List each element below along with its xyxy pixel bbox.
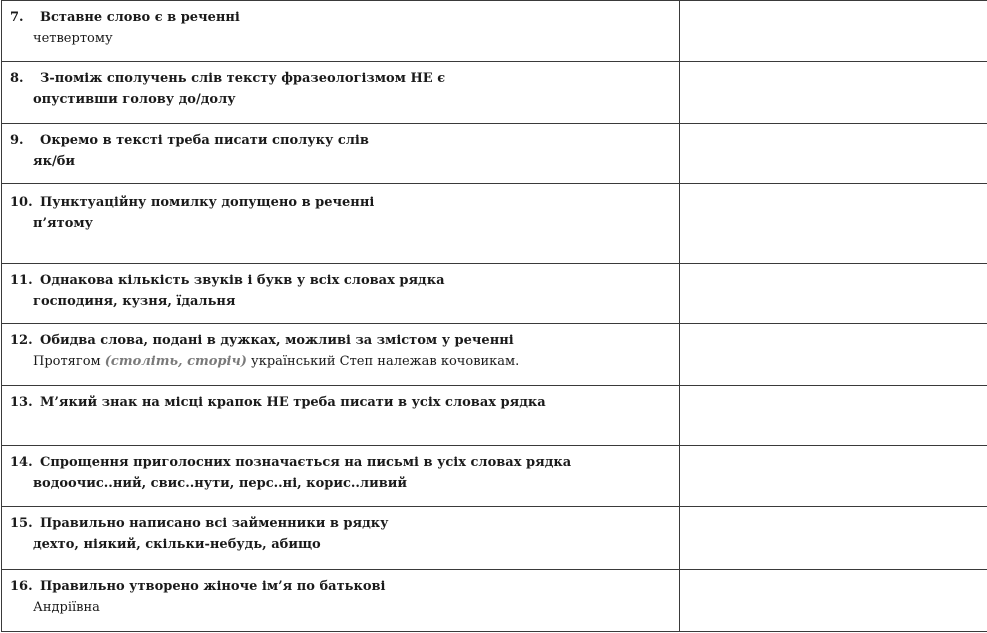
question-detail: Андріївна [33, 600, 100, 615]
question-detail: господиня, кузня, їдальня [33, 294, 236, 309]
question-cell [2, 386, 680, 446]
question-cell [2, 124, 680, 184]
answer-cell[interactable] [680, 124, 987, 184]
table-row [2, 1, 987, 62]
question-number: 16. [10, 579, 33, 594]
question-cell [2, 324, 680, 386]
table-row [2, 507, 987, 570]
question-text: Пунктуаційну помилку допущено в реченні [40, 195, 375, 210]
question-detail-post: український Степ належав кочовикам. [246, 354, 520, 369]
question-number: 11. [10, 273, 33, 288]
question-detail: опустивши голову до/долу [33, 92, 236, 107]
table-row [2, 570, 987, 632]
question-text: Однакова кількість звуків і букв у всіх словах рядка [40, 273, 445, 288]
question-text: Обидва слова, подані в дужках, можливі за змістом у реченні [40, 333, 514, 348]
answer-cell[interactable] [680, 62, 987, 124]
question-text: Спрощення приголосних позначається на письмі в усіх словах рядка [40, 455, 572, 470]
answer-cell[interactable] [680, 184, 987, 264]
task-table [1, 0, 987, 632]
table-row [2, 124, 987, 184]
table-row [2, 62, 987, 124]
question-text: Правильно написано всі займенники в рядку [40, 516, 389, 531]
question-detail: четвертому [33, 31, 113, 46]
question-cell [2, 62, 680, 124]
question-cell [2, 1, 680, 62]
question-cell [2, 570, 680, 632]
question-number: 14. [10, 455, 33, 470]
table-row [2, 264, 987, 324]
answer-cell[interactable] [680, 324, 987, 386]
question-cell [2, 446, 680, 507]
question-text: М’який знак на місці крапок НЕ треба писати в усіх словах рядка [40, 395, 546, 410]
table-row [2, 324, 987, 386]
answer-cell[interactable] [680, 507, 987, 570]
question-detail: водоочис..ний, свис..нути, перс..ні, корис..ливий [33, 476, 408, 491]
question-detail: як/би [33, 154, 76, 169]
question-number: 9. [10, 133, 24, 148]
question-text: Вставне слово є в реченні [40, 10, 240, 25]
question-cell [2, 507, 680, 570]
answer-cell[interactable] [680, 264, 987, 324]
question-number: 13. [10, 395, 33, 410]
question-text: Правильно утворено жіноче ім’я по батькові [40, 579, 386, 594]
question-text: Окремо в тексті треба писати сполуку слів [40, 133, 369, 148]
table-row [2, 446, 987, 507]
question-number: 8. [10, 71, 24, 86]
question-number: 7. [10, 10, 24, 25]
question-detail-italic: (століть, сторіч) [104, 354, 247, 369]
question-number: 12. [10, 333, 33, 348]
question-cell [2, 184, 680, 264]
question-detail: п’ятому [33, 216, 93, 231]
answer-cell[interactable] [680, 446, 987, 507]
table-row [2, 184, 987, 264]
question-detail: дехто, ніякий, скільки-небудь, абищо [33, 537, 321, 552]
answer-cell[interactable] [680, 570, 987, 632]
answer-cell[interactable] [680, 1, 987, 62]
question-number: 10. [10, 195, 33, 210]
answer-cell[interactable] [680, 386, 987, 446]
question-cell [2, 264, 680, 324]
question-text: З-поміж сполучень слів тексту фразеологізмом НЕ є [40, 71, 446, 86]
table-row [2, 386, 987, 446]
question-detail-pre: Протягом [33, 354, 105, 369]
question-number: 15. [10, 516, 33, 531]
